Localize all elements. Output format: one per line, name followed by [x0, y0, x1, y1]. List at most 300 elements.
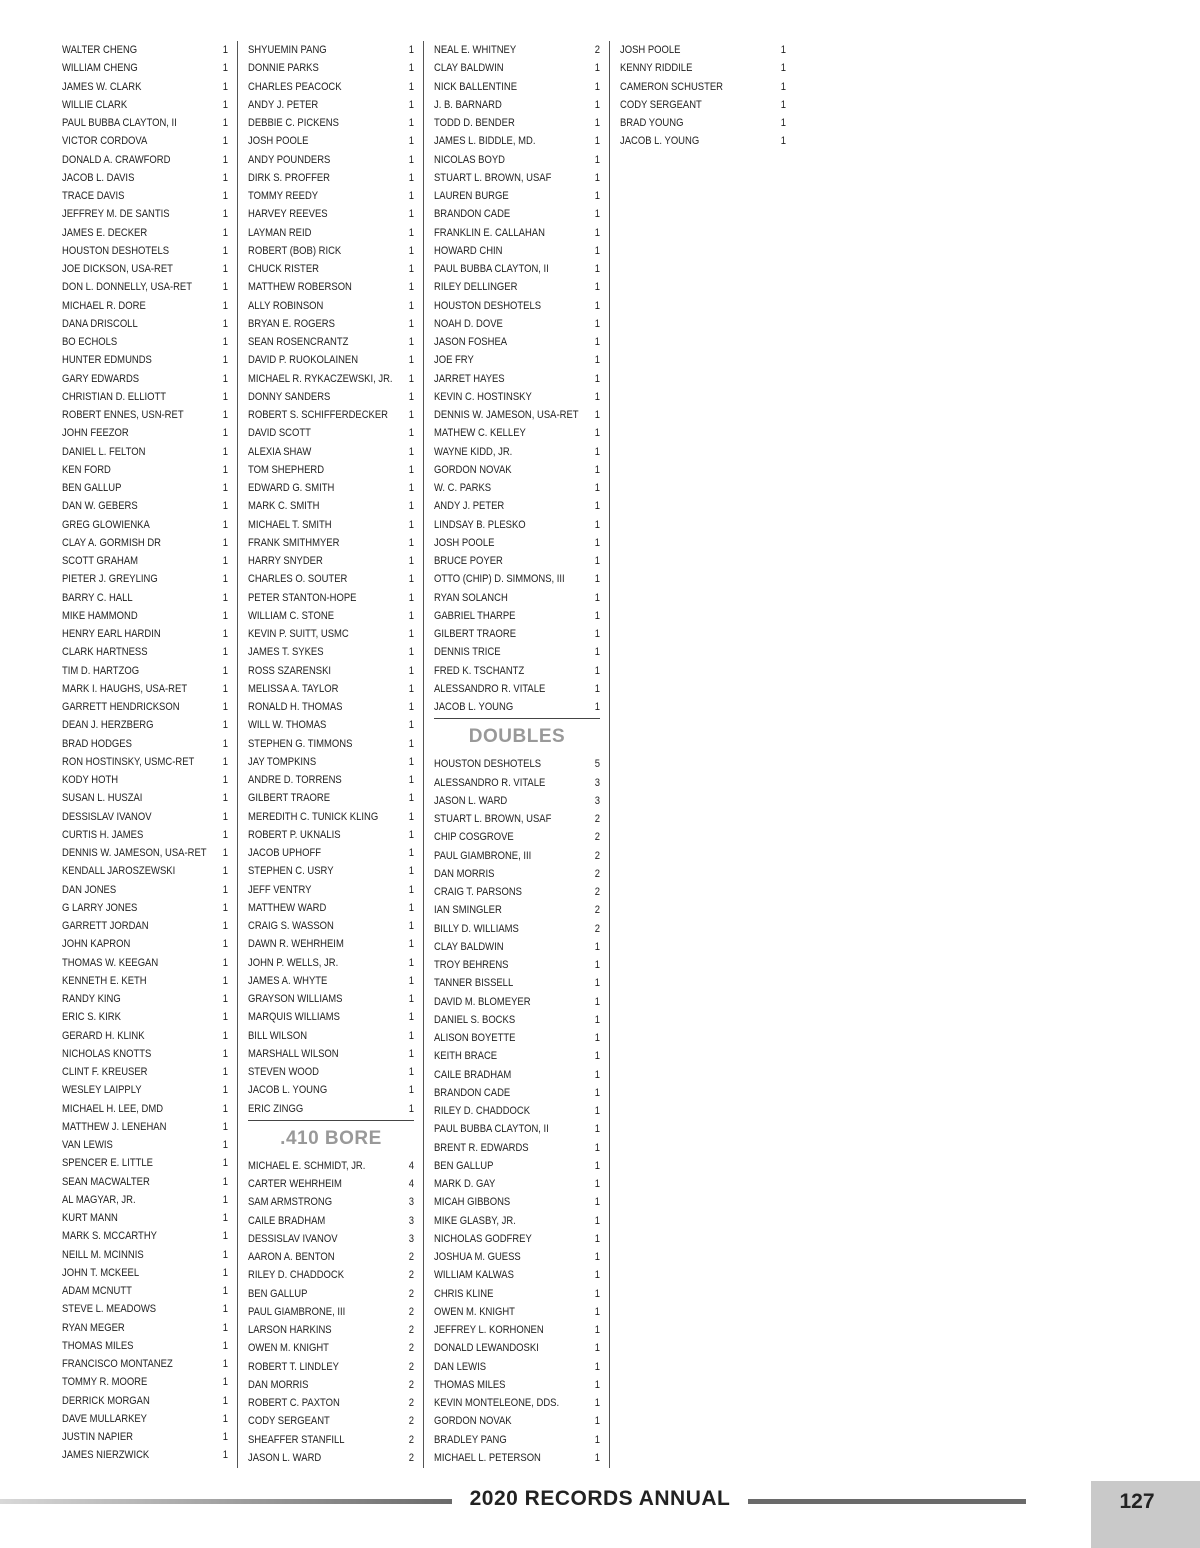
list-item	[248, 41, 414, 59]
entry-name: TANNER BISSELL	[434, 977, 514, 990]
list-item	[434, 1102, 600, 1120]
entry-name: NICOLAS BOYD	[434, 153, 505, 166]
list-item	[434, 865, 600, 883]
entry-count: 1	[222, 920, 228, 933]
entry-name: CLAY BALDWIN	[434, 940, 504, 953]
entry-name: FRANK SMITHMYER	[248, 536, 340, 549]
list-item	[248, 643, 414, 661]
entry-name: BILLY D. WILLIAMS	[434, 922, 519, 935]
list-item	[434, 920, 600, 938]
entry-name: KEVIN MONTELEONE, DDS.	[434, 1397, 560, 1410]
list-item	[62, 607, 228, 625]
entry-name: MEREDITH C. TUNICK KLING	[248, 810, 379, 823]
entry-name: ANDY J. PETER	[248, 98, 319, 111]
list-item	[62, 534, 228, 552]
entry-name: ANDY J. PETER	[434, 500, 505, 513]
entry-count: 1	[594, 591, 600, 604]
column-divider	[237, 41, 238, 1468]
entry-count: 1	[594, 500, 600, 513]
list-item	[434, 901, 600, 919]
entry-count: 1	[594, 940, 600, 953]
entry-name: KEN FORD	[62, 463, 111, 476]
entry-count: 1	[408, 609, 414, 622]
list-item	[434, 1376, 600, 1394]
entry-count: 1	[222, 62, 228, 75]
entry-count: 2	[408, 1324, 414, 1337]
entry-count: 1	[594, 482, 600, 495]
list-item	[62, 169, 228, 187]
list-item	[248, 333, 414, 351]
list-item	[434, 260, 600, 278]
entry-count: 1	[594, 135, 600, 148]
list-item	[434, 205, 600, 223]
entry-name: MICHAEL L. PETERSON	[434, 1451, 541, 1464]
list-item	[434, 242, 600, 260]
entry-count: 1	[222, 993, 228, 1006]
entry-count: 3	[408, 1214, 414, 1227]
column-3-entries	[434, 41, 600, 716]
list-item	[248, 917, 414, 935]
entry-count: 1	[594, 1068, 600, 1081]
list-item	[434, 1047, 600, 1065]
entry-count: 1	[594, 208, 600, 221]
list-item	[62, 1337, 228, 1355]
entry-count: 1	[408, 664, 414, 677]
entry-name: FRED K. TSCHANTZ	[434, 664, 525, 677]
entry-count: 1	[222, 1175, 228, 1188]
entry-name: NICHOLAS GODFREY	[434, 1232, 532, 1245]
entry-count: 1	[408, 774, 414, 787]
entry-name: KEITH BRACE	[434, 1050, 498, 1063]
entry-name: PIETER J. GREYLING	[62, 573, 158, 586]
list-item	[62, 935, 228, 953]
list-item	[434, 1230, 600, 1248]
list-item	[434, 461, 600, 479]
entry-name: MICHAEL R. DORE	[62, 299, 146, 312]
entry-count: 1	[594, 1123, 600, 1136]
entry-name: RILEY D. CHADDOCK	[434, 1105, 531, 1118]
entry-count: 1	[594, 299, 600, 312]
list-item	[434, 297, 600, 315]
entry-name: BRADLEY PANG	[434, 1433, 507, 1446]
entry-name: STUART L. BROWN, USAF	[434, 171, 552, 184]
entry-name: KEVIN C. HOSTINSKY	[434, 390, 532, 403]
entry-count: 1	[222, 354, 228, 367]
entry-name: RANDY KING	[62, 993, 121, 1006]
entry-name: EDWARD G. SMITH	[248, 482, 335, 495]
list-item	[62, 41, 228, 59]
entry-name: ANDRE D. TORRENS	[248, 774, 342, 787]
list-item	[434, 114, 600, 132]
entry-name: RILEY D. CHADDOCK	[248, 1269, 345, 1282]
entry-count: 1	[408, 792, 414, 805]
list-item	[62, 78, 228, 96]
entry-count: 1	[594, 372, 600, 385]
list-item	[62, 954, 228, 972]
entry-count: 1	[408, 482, 414, 495]
list-item	[434, 187, 600, 205]
list-item	[62, 1173, 228, 1191]
entry-name: GORDON NOVAK	[434, 463, 512, 476]
entry-name: CHUCK RISTER	[248, 263, 319, 276]
list-item	[62, 205, 228, 223]
list-item	[434, 1175, 600, 1193]
list-item	[62, 224, 228, 242]
list-item	[434, 278, 600, 296]
list-item	[62, 1154, 228, 1172]
list-item	[62, 1373, 228, 1391]
entry-count: 1	[408, 737, 414, 750]
list-item	[434, 1139, 600, 1157]
list-item	[248, 680, 414, 698]
entry-count: 1	[594, 171, 600, 184]
entry-count: 2	[408, 1433, 414, 1446]
entry-count: 1	[408, 44, 414, 57]
entry-count: 1	[408, 1047, 414, 1060]
entry-count: 1	[408, 1102, 414, 1115]
list-item	[248, 388, 414, 406]
entry-name: CLAY A. GORMISH DR	[62, 536, 162, 549]
list-item	[434, 570, 600, 588]
entry-name: JOSH POOLE	[248, 135, 309, 148]
entry-name: CHRISTIAN D. ELLIOTT	[62, 390, 167, 403]
entry-count: 1	[408, 281, 414, 294]
list-item	[248, 1193, 414, 1211]
entry-name: CLAY BALDWIN	[434, 62, 504, 75]
entry-count: 1	[408, 372, 414, 385]
entry-count: 1	[408, 117, 414, 130]
entry-count: 1	[408, 500, 414, 513]
list-item	[62, 333, 228, 351]
entry-count: 1	[222, 263, 228, 276]
entry-count: 1	[594, 226, 600, 239]
list-item	[248, 443, 414, 461]
entry-count: 1	[222, 409, 228, 422]
entry-name: ALESSANDRO R. VITALE	[434, 682, 546, 695]
entry-name: GILBERT TRAORE	[434, 628, 517, 641]
page-number: 127	[1119, 1490, 1155, 1513]
list-item	[434, 938, 600, 956]
entry-name: DON L. DONNELLY, USA-RET	[62, 281, 193, 294]
entry-name: ROBERT C. PAXTON	[248, 1397, 340, 1410]
list-item	[62, 1100, 228, 1118]
entry-name: DENNIS W. JAMESON, USA-RET	[62, 847, 207, 860]
entry-name: NOAH D. DOVE	[434, 317, 503, 330]
entry-count: 1	[594, 1287, 600, 1300]
column-divider	[423, 41, 424, 1468]
list-item	[62, 351, 228, 369]
list-item	[62, 753, 228, 771]
entry-count: 1	[222, 701, 228, 714]
entry-name: SUSAN L. HUSZAI	[62, 792, 143, 805]
entry-count: 2	[408, 1342, 414, 1355]
list-item	[62, 990, 228, 1008]
list-item	[434, 388, 600, 406]
entry-count: 1	[594, 463, 600, 476]
list-item	[62, 497, 228, 515]
list-item	[248, 789, 414, 807]
list-item	[248, 96, 414, 114]
entry-count: 1	[594, 1050, 600, 1063]
entry-count: 1	[408, 190, 414, 203]
list-item	[434, 883, 600, 901]
list-item	[248, 1266, 414, 1284]
list-item	[248, 497, 414, 515]
entry-name: CODY SERGEANT	[248, 1415, 330, 1428]
list-item	[248, 151, 414, 169]
section-heading-410-bore: .410 BORE	[248, 1120, 414, 1157]
list-item	[434, 1029, 600, 1047]
entry-count: 1	[222, 865, 228, 878]
entry-count: 2	[594, 886, 600, 899]
list-item	[62, 1027, 228, 1045]
entry-count: 1	[222, 974, 228, 987]
entry-name: SCOTT GRAHAM	[62, 555, 139, 568]
entry-name: CHARLES O. SOUTER	[248, 573, 348, 586]
entry-name: STEVEN WOOD	[248, 1066, 319, 1079]
list-item	[62, 1319, 228, 1337]
entry-count: 1	[222, 774, 228, 787]
entry-count: 1	[594, 1214, 600, 1227]
list-item	[62, 917, 228, 935]
list-item	[62, 1300, 228, 1318]
entry-count: 1	[222, 1139, 228, 1152]
entry-count: 1	[222, 646, 228, 659]
entry-name: BRYAN E. ROGERS	[248, 317, 335, 330]
list-item	[248, 1008, 414, 1026]
entry-count: 1	[408, 938, 414, 951]
list-item	[620, 132, 786, 150]
entry-count: 1	[594, 409, 600, 422]
list-item	[434, 224, 600, 242]
entry-count: 1	[594, 1178, 600, 1191]
list-item	[248, 844, 414, 862]
list-item	[434, 516, 600, 534]
entry-count: 2	[594, 849, 600, 862]
entry-count: 1	[222, 427, 228, 440]
entry-count: 1	[408, 226, 414, 239]
entry-name: JOHN KAPRON	[62, 938, 131, 951]
entry-name: ROBERT S. SCHIFFERDECKER	[248, 409, 389, 422]
entry-name: BRAD HODGES	[62, 737, 132, 750]
list-item	[62, 1282, 228, 1300]
entry-count: 1	[594, 1032, 600, 1045]
list-item	[434, 1339, 600, 1357]
entry-name: TRACE DAVIS	[62, 190, 125, 203]
entry-count: 1	[222, 1285, 228, 1298]
entry-count: 1	[594, 98, 600, 111]
list-item	[434, 1066, 600, 1084]
entry-name: JOSH POOLE	[434, 536, 495, 549]
entry-name: BRANDON CADE	[434, 1086, 511, 1099]
entry-name: W. C. PARKS	[434, 482, 492, 495]
list-item	[62, 570, 228, 588]
entry-name: JARRET HAYES	[434, 372, 505, 385]
entry-count: 1	[408, 263, 414, 276]
list-item	[434, 406, 600, 424]
list-item	[434, 774, 600, 792]
entry-count: 5	[594, 758, 600, 771]
entry-name: DESSISLAV IVANOV	[62, 810, 152, 823]
list-item	[62, 132, 228, 150]
entry-count: 1	[222, 1449, 228, 1462]
entry-name: THOMAS MILES	[62, 1339, 134, 1352]
list-item	[434, 351, 600, 369]
entry-count: 1	[594, 1415, 600, 1428]
entry-name: JACOB UPHOFF	[248, 847, 322, 860]
list-item	[62, 662, 228, 680]
entry-count: 1	[594, 427, 600, 440]
entry-count: 1	[594, 1196, 600, 1209]
list-item	[248, 1394, 414, 1412]
entry-count: 1	[408, 317, 414, 330]
list-item	[434, 1449, 600, 1467]
entry-name: ALISON BOYETTE	[434, 1032, 516, 1045]
list-item	[434, 1212, 600, 1230]
entry-count: 1	[222, 518, 228, 531]
entry-name: J. B. BARNARD	[434, 98, 502, 111]
entry-count: 1	[594, 336, 600, 349]
entry-count: 1	[408, 865, 414, 878]
list-item	[248, 826, 414, 844]
entry-name: WILLIAM CHENG	[62, 62, 138, 75]
list-item	[434, 1157, 600, 1175]
entry-count: 1	[222, 810, 228, 823]
list-item	[248, 589, 414, 607]
entry-name: DENNIS TRICE	[434, 646, 501, 659]
entry-count: 1	[594, 1159, 600, 1172]
entry-count: 1	[408, 409, 414, 422]
entry-count: 1	[222, 153, 228, 166]
entry-name: WILLIAM KALWAS	[434, 1269, 514, 1282]
list-item	[248, 607, 414, 625]
list-item	[248, 132, 414, 150]
entry-count: 1	[594, 1305, 600, 1318]
entry-name: BRUCE POYER	[434, 555, 503, 568]
list-item	[62, 1446, 228, 1464]
entry-count: 1	[594, 263, 600, 276]
entry-count: 1	[222, 336, 228, 349]
entry-name: ROSS SZARENSKI	[248, 664, 332, 677]
list-item	[248, 1449, 414, 1467]
entry-count: 1	[594, 573, 600, 586]
entry-name: GORDON NOVAK	[434, 1415, 512, 1428]
entry-name: CLARK HARTNESS	[62, 646, 148, 659]
list-item	[62, 589, 228, 607]
entry-name: JAMES E. DECKER	[62, 226, 148, 239]
entry-name: GREG GLOWIENKA	[62, 518, 150, 531]
list-item	[434, 1358, 600, 1376]
entry-name: OWEN M. KNIGHT	[248, 1342, 329, 1355]
entry-name: KURT MANN	[62, 1212, 118, 1225]
entry-count: 1	[408, 135, 414, 148]
list-item	[434, 59, 600, 77]
entry-count: 1	[408, 98, 414, 111]
entry-name: JOSH POOLE	[620, 44, 681, 57]
entry-count: 1	[222, 208, 228, 221]
entry-name: MATHEW C. KELLEY	[434, 427, 526, 440]
list-item	[62, 1081, 228, 1099]
entry-count: 1	[222, 682, 228, 695]
list-item	[620, 41, 786, 59]
entry-name: TODD D. BENDER	[434, 117, 515, 130]
entry-name: SPENCER E. LITTLE	[62, 1157, 153, 1170]
list-item	[434, 662, 600, 680]
entry-name: WILLIAM C. STONE	[248, 609, 335, 622]
entry-count: 1	[222, 737, 228, 750]
list-item	[248, 1212, 414, 1230]
entry-count: 1	[594, 1397, 600, 1410]
entry-name: ADAM MCNUTT	[62, 1285, 132, 1298]
entry-count: 1	[594, 701, 600, 714]
entry-name: VICTOR CORDOVA	[62, 135, 148, 148]
entry-name: DAVID M. BLOMEYER	[434, 995, 531, 1008]
list-item	[62, 899, 228, 917]
section-410-bore-entries	[248, 1157, 414, 1467]
entry-name: NEAL E. WHITNEY	[434, 44, 517, 57]
list-item	[62, 735, 228, 753]
entry-name: DANA DRISCOLL	[62, 317, 138, 330]
entry-count: 1	[222, 500, 228, 513]
entry-count: 1	[222, 80, 228, 93]
list-item	[62, 1264, 228, 1282]
list-item	[434, 1248, 600, 1266]
list-item	[434, 847, 600, 865]
list-item	[434, 552, 600, 570]
entry-count: 1	[222, 1011, 228, 1024]
list-item	[62, 1355, 228, 1373]
list-item	[62, 278, 228, 296]
entry-count: 1	[408, 847, 414, 860]
entry-count: 1	[222, 1230, 228, 1243]
entry-count: 1	[222, 1193, 228, 1206]
entry-count: 1	[222, 281, 228, 294]
entry-count: 1	[408, 208, 414, 221]
entry-count: 1	[594, 664, 600, 677]
entry-count: 2	[408, 1378, 414, 1391]
entry-count: 3	[594, 776, 600, 789]
entry-count: 1	[408, 354, 414, 367]
entry-count: 1	[408, 390, 414, 403]
list-item	[248, 315, 414, 333]
entry-name: CAILE BRADHAM	[248, 1214, 326, 1227]
entry-name: HOWARD CHIN	[434, 244, 503, 257]
entry-name: IAN SMINGLER	[434, 904, 502, 917]
entry-name: MICAH GIBBONS	[434, 1196, 511, 1209]
entry-name: PAUL GIAMBRONE, III	[434, 849, 532, 862]
entry-name: PAUL GIAMBRONE, III	[248, 1305, 346, 1318]
list-item	[248, 662, 414, 680]
entry-name: PETER STANTON-HOPE	[248, 591, 357, 604]
list-item	[248, 1358, 414, 1376]
entry-count: 1	[594, 1086, 600, 1099]
list-item	[248, 351, 414, 369]
entry-count: 1	[222, 98, 228, 111]
entry-name: JAMES L. BIDDLE, MD.	[434, 135, 536, 148]
entry-name: MARQUIS WILLIAMS	[248, 1011, 340, 1024]
entry-count: 1	[408, 463, 414, 476]
entry-count: 1	[222, 445, 228, 458]
entry-name: ERIC S. KIRK	[62, 1011, 121, 1024]
entry-name: THOMAS W. KEEGAN	[62, 956, 159, 969]
entry-name: MARK D. GAY	[434, 1178, 496, 1191]
column-3-list	[434, 41, 600, 1467]
list-item	[434, 479, 600, 497]
entry-name: THOMAS MILES	[434, 1378, 506, 1391]
list-item	[248, 1027, 414, 1045]
entry-count: 4	[408, 1178, 414, 1191]
entry-count: 1	[594, 628, 600, 641]
